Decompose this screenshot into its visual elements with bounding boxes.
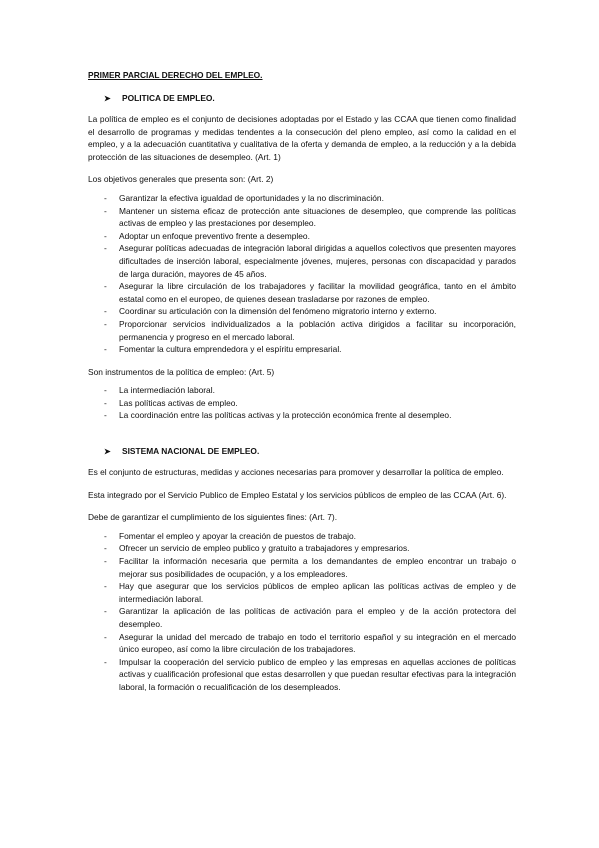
list-item-text: Facilitar la información necesaria que permita a los demandantes de empleo encontrar un trabajo o mejorar sus posibilidades de ocupación, y a los empleadores. (119, 556, 516, 579)
dash-bullet-icon: - (104, 543, 107, 554)
list-item (88, 318, 516, 343)
dash-bullet-icon: - (104, 385, 107, 396)
list-item (88, 580, 516, 605)
aims-list (88, 530, 516, 694)
dash-bullet-icon: - (104, 530, 107, 541)
list-item-text: Adoptar un enfoque preventivo frente a desempleo. (119, 230, 310, 241)
dash-bullet-icon: - (104, 192, 107, 203)
dash-bullet-icon: - (104, 631, 107, 642)
dash-bullet-icon: - (104, 581, 107, 592)
section-heading-politica (104, 93, 516, 103)
dash-bullet-icon: - (104, 318, 107, 329)
dash-bullet-icon: - (104, 281, 107, 292)
list-item-text: Hay que asegurar que los servicios públicos de empleo aplican las políticas activas de empleo y de intermediación laboral. (119, 581, 516, 604)
list-item-text: Ofrecer un servicio de empleo publico y gratuito a trabajadores y empresarios. (119, 543, 410, 554)
list-item-text: Fomentar la cultura emprendedora y el espíritu empresarial. (119, 344, 342, 355)
paragraph-definition: La política de empleo es el conjunto de decisiones adoptadas por el Estado y las CCAA que tienen como finalidad el desarrollo de programas y medidas tendentes a la consecución del pleno empleo, así como la calidad en el empleo, y a la adecuación cuantitativa y cualitativa de la oferta y demanda de empleo, a la reducción y a la debida protección de las situaciones de desempleo. (Art. 1) (88, 114, 516, 162)
list-item (88, 343, 516, 356)
list-item-text: Coordinar su articulación con la dimensión del fenómeno migratorio interno y externo. (119, 306, 437, 317)
list-item-text: La coordinación entre las políticas activas y la protección económica frente al desempleo. (119, 410, 452, 421)
instruments-list (88, 384, 516, 422)
list-item (88, 409, 516, 422)
instruments-intro: Son instrumentos de la política de empleo: (Art. 5) (88, 366, 275, 377)
dash-bullet-icon: - (104, 410, 107, 421)
section-heading-sistema (104, 446, 516, 456)
dash-bullet-icon: - (104, 344, 107, 355)
objectives-list (88, 192, 516, 356)
document-title: PRIMER PARCIAL DERECHO DEL EMPLEO. (88, 70, 263, 80)
list-item (88, 542, 516, 555)
list-item (88, 384, 516, 397)
list-item (88, 242, 516, 280)
dash-bullet-icon: - (104, 230, 107, 241)
list-item-text: La intermediación laboral. (119, 385, 215, 396)
paragraph-sistema-definition: Es el conjunto de estructuras, medidas y acciones necesarias para promover y desarrollar la política de empleo. (88, 467, 504, 478)
list-item-text: Mantener un sistema eficaz de protección ante situaciones de desempleo, que comprende las políticas activas de empleo y las prestaciones por desempleo. (119, 205, 516, 229)
dash-bullet-icon: - (104, 306, 107, 317)
arrow-bullet-icon: ➤ (104, 446, 111, 456)
list-item (88, 530, 516, 543)
list-item-text: Garantizar la efectiva igualdad de oportunidades y la no discriminación. (119, 192, 384, 203)
list-item (88, 305, 516, 318)
section-heading-text: POLITICA DE EMPLEO. (122, 93, 215, 103)
list-item-text: Asegurar políticas adecuadas de integración laboral dirigidas a aquellos colectivos que presenten mayores dificultades de inserción laboral, especialmente jóvenes, mujeres, personas con discapacidad y parados de larga duración, mayores de 45 años. (119, 243, 516, 279)
list-item (88, 230, 516, 243)
paragraph-sistema-integrado: Esta integrado por el Servicio Publico de Empleo Estatal y los servicios públicos de empleo de las CCAA (Art. 6). (88, 489, 507, 500)
list-item (88, 205, 516, 230)
list-item-text: Proporcionar servicios individualizados a la población activa dirigidos a facilitar su incorporación, permanencia y progreso en el mercado laboral. (119, 318, 516, 342)
dash-bullet-icon: - (104, 656, 107, 667)
objectives-intro: Los objetivos generales que presenta son: (Art. 2) (88, 174, 274, 185)
list-item (88, 605, 516, 630)
list-item-text: Garantizar la aplicación de las políticas de activación para el empleo y de la acción protectora del desempleo. (119, 606, 516, 629)
list-item-text: Asegurar la libre circulación de los trabajadores y facilitar la movilidad geográfica, tanto en el ámbito estatal como en el europeo, de quienes desean trasladarse por razones de empleo. (119, 281, 516, 304)
list-item-text: Impulsar la cooperación del servicio publico de empleo y las empresas en aquellas acciones de políticas activas y cualificación profesional que estas desarrollen y que puedan resultar efectivas para la integración laboral, la formación o recualificación de los desempleados. (119, 656, 516, 692)
dash-bullet-icon: - (104, 205, 107, 216)
list-item-text: Las políticas activas de empleo. (119, 397, 238, 408)
section-heading-text: SISTEMA NACIONAL DE EMPLEO. (122, 446, 260, 457)
dash-bullet-icon: - (104, 556, 107, 567)
list-item (88, 280, 516, 305)
list-item (88, 397, 516, 410)
aims-intro: Debe de garantizar el cumplimiento de los siguientes fines: (Art. 7). (88, 512, 338, 523)
list-item (88, 192, 516, 205)
list-item-text: Fomentar el empleo y apoyar la creación de puestos de trabajo. (119, 530, 356, 541)
list-item (88, 555, 516, 580)
document-page (88, 70, 516, 704)
dash-bullet-icon: - (104, 397, 107, 408)
list-item-text: Asegurar la unidad del mercado de trabajo en todo el territorio español y su integración en el mercado único europeo, así como la libre circulación de los trabajadores. (119, 631, 516, 655)
arrow-bullet-icon: ➤ (104, 93, 111, 103)
list-item (88, 656, 516, 694)
list-item (88, 631, 516, 656)
dash-bullet-icon: - (104, 243, 107, 254)
dash-bullet-icon: - (104, 606, 107, 617)
